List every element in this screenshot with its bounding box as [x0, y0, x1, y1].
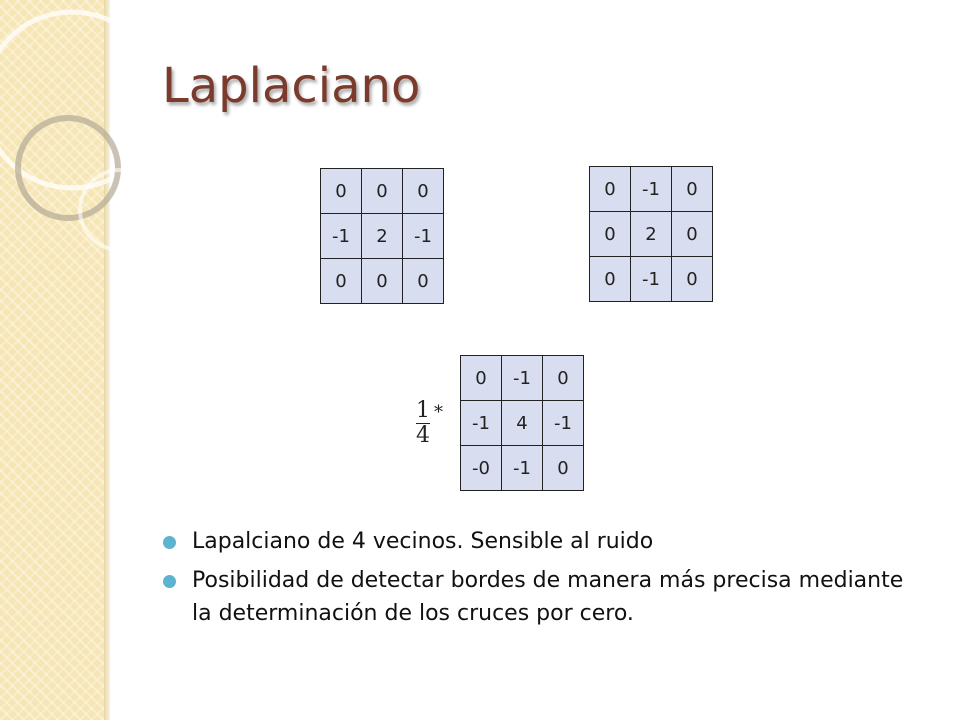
matrix-cell: 0: [590, 212, 631, 257]
matrix-cell: 0: [403, 169, 444, 214]
vertical-laplacian-matrix: [589, 166, 713, 302]
matrix-cell: 0: [461, 356, 502, 401]
matrix-row: [590, 257, 713, 302]
matrix-cell: -1: [502, 446, 543, 491]
bullet-list: [160, 525, 920, 636]
matrix-cell: 0: [321, 169, 362, 214]
decorative-circles: [0, 0, 160, 260]
matrix-cell: 0: [321, 259, 362, 304]
multiply-operator: *: [434, 402, 443, 423]
matrix-row: [461, 356, 584, 401]
matrix-cell: 0: [672, 167, 713, 212]
matrix-cell: -1: [461, 401, 502, 446]
matrix-cell: 0: [672, 212, 713, 257]
scale-factor: [416, 400, 443, 447]
horizontal-laplacian-matrix: [320, 168, 444, 304]
bullet-dot-icon: [163, 536, 176, 549]
matrix-row: [321, 169, 444, 214]
matrix-cell: 2: [362, 214, 403, 259]
matrix-row: [590, 167, 713, 212]
matrix-row: [461, 446, 584, 491]
bullet-dot-icon: [163, 575, 176, 588]
bullet-text: Posibilidad de detectar bordes de manera más precisa mediante la determinación de los cruces por cero.: [192, 568, 904, 626]
matrix-row: [461, 401, 584, 446]
matrix-cell: 0: [543, 356, 584, 401]
matrix-cell: 0: [590, 167, 631, 212]
matrix-cell: 0: [672, 257, 713, 302]
bullet-item: [160, 564, 920, 630]
matrix-cell: -1: [543, 401, 584, 446]
matrix-cell: -0: [461, 446, 502, 491]
fraction-numerator: 1: [416, 398, 430, 423]
slide-title: Laplaciano: [162, 58, 421, 114]
fraction: [416, 400, 430, 447]
matrix-cell: 4: [502, 401, 543, 446]
fraction-denominator: 4: [416, 423, 430, 448]
matrix-cell: 0: [590, 257, 631, 302]
matrix-cell: 0: [362, 259, 403, 304]
bullet-item: [160, 525, 920, 558]
matrix-cell: -1: [403, 214, 444, 259]
bullet-text: Lapalciano de 4 vecinos. Sensible al ruido: [192, 529, 654, 554]
four-neighbor-laplacian-matrix: [460, 355, 584, 491]
matrix-cell: 0: [362, 169, 403, 214]
matrix-cell: 2: [631, 212, 672, 257]
matrix-row: [590, 212, 713, 257]
matrix-cell: -1: [631, 167, 672, 212]
matrix-row: [321, 259, 444, 304]
matrix-cell: 0: [543, 446, 584, 491]
matrix-cell: -1: [631, 257, 672, 302]
matrix-cell: -1: [502, 356, 543, 401]
matrix-row: [321, 214, 444, 259]
matrix-cell: 0: [403, 259, 444, 304]
matrix-cell: -1: [321, 214, 362, 259]
